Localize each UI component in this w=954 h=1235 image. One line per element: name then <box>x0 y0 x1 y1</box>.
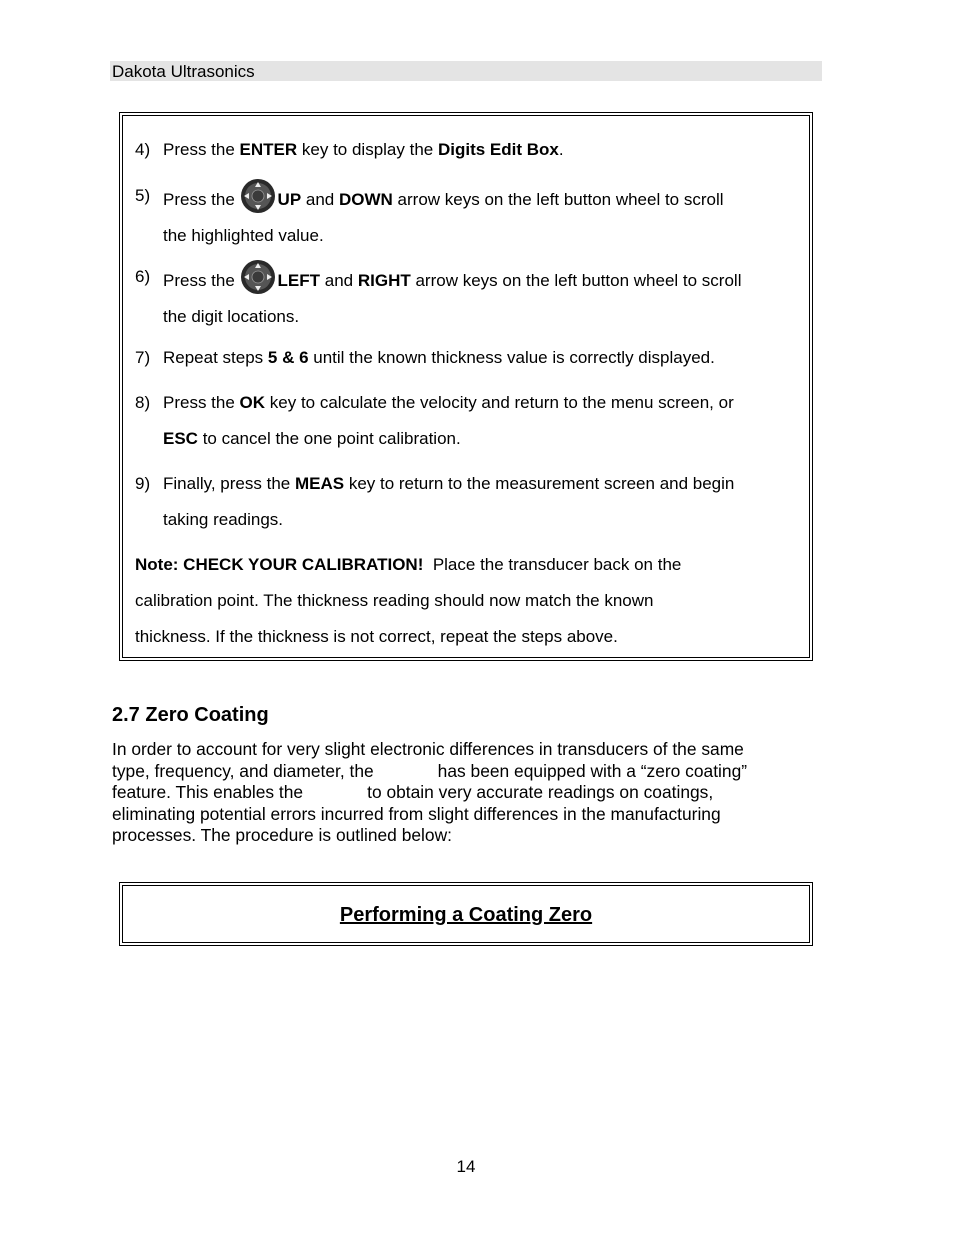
step-7 <box>135 340 799 376</box>
section-paragraph <box>112 739 812 847</box>
button-wheel-icon <box>240 178 276 214</box>
key-ok: OK <box>239 393 266 412</box>
steps-reference: 5 & 6 <box>267 348 309 367</box>
step-5 <box>135 178 799 254</box>
paragraph-line: type, frequency, and diameter, the <box>112 760 374 781</box>
step-number: 4) <box>135 140 151 159</box>
step-text: and <box>301 190 339 209</box>
step-text: Press the <box>163 140 240 159</box>
header-title: Dakota Ultrasonics <box>112 62 255 81</box>
step-text: key to display the <box>297 140 438 159</box>
step-text: and <box>320 271 358 290</box>
key-meas: MEAS <box>294 474 345 493</box>
header-bar <box>110 61 822 81</box>
paragraph-line: has been equipped with a “zero coating” <box>437 760 748 781</box>
step-text: to cancel the one point calibration. <box>197 429 461 448</box>
page-number: 14 <box>456 1157 476 1176</box>
paragraph-line: feature. This enables the <box>112 782 304 802</box>
step-text: the digit locations. <box>163 307 300 326</box>
key-left: LEFT <box>277 271 321 290</box>
procedure-box <box>122 885 810 943</box>
key-right: RIGHT <box>357 271 411 290</box>
digits-edit-box-label: Digits Edit Box <box>437 140 559 159</box>
step-text: Press the <box>163 393 240 412</box>
paragraph-line: eliminating potential errors incurred from slight differences in the manufacturing <box>112 803 721 824</box>
key-up: UP <box>277 190 302 209</box>
step-text: Repeat steps <box>163 348 268 367</box>
paragraph-line: processes. The procedure is outlined below: <box>112 825 452 845</box>
step-number: 6) <box>135 267 151 286</box>
step-number: 5) <box>135 186 151 205</box>
step-number: 7) <box>135 348 151 367</box>
note-text: calibration point. The thickness reading should now match the known <box>135 591 654 610</box>
step-number: 9) <box>135 474 151 493</box>
key-down: DOWN <box>338 190 393 209</box>
key-esc: ESC <box>163 429 198 448</box>
paragraph-line: to obtain very accurate readings on coatings, <box>367 782 714 802</box>
step-text: . <box>558 140 564 159</box>
button-wheel-icon <box>240 259 276 295</box>
step-text: taking readings. <box>163 510 284 529</box>
step-9 <box>135 466 799 538</box>
note-label: Note: CHECK YOUR CALIBRATION! <box>135 555 424 574</box>
calibration-steps-box <box>122 115 810 658</box>
step-text: Press the <box>163 271 240 290</box>
step-text: until the known thickness value is correctly displayed. <box>308 348 715 367</box>
step-text: arrow keys on the left button wheel to scroll <box>410 271 742 290</box>
procedure-title: Performing a Coating Zero <box>339 904 593 926</box>
step-4 <box>135 132 799 168</box>
step-8 <box>135 385 799 457</box>
paragraph-line: In order to account for very slight electronic differences in transducers of the same <box>112 739 744 759</box>
section-title: 2.7 Zero Coating <box>112 704 269 726</box>
calibration-note <box>135 547 799 655</box>
step-text: key to calculate the velocity and return to the menu screen, or <box>265 393 734 412</box>
key-enter: ENTER <box>239 140 298 159</box>
note-text: thickness. If the thickness is not correct, repeat the steps above. <box>135 627 618 646</box>
step-text: Finally, press the <box>163 474 295 493</box>
step-6 <box>135 259 799 335</box>
step-text: Press the <box>163 190 240 209</box>
step-text: the highlighted value. <box>163 226 324 245</box>
step-text: key to return to the measurement screen and begin <box>344 474 735 493</box>
step-number: 8) <box>135 393 151 412</box>
note-text: Place the transducer back on the <box>423 555 682 574</box>
step-text: arrow keys on the left button wheel to scroll <box>392 190 724 209</box>
